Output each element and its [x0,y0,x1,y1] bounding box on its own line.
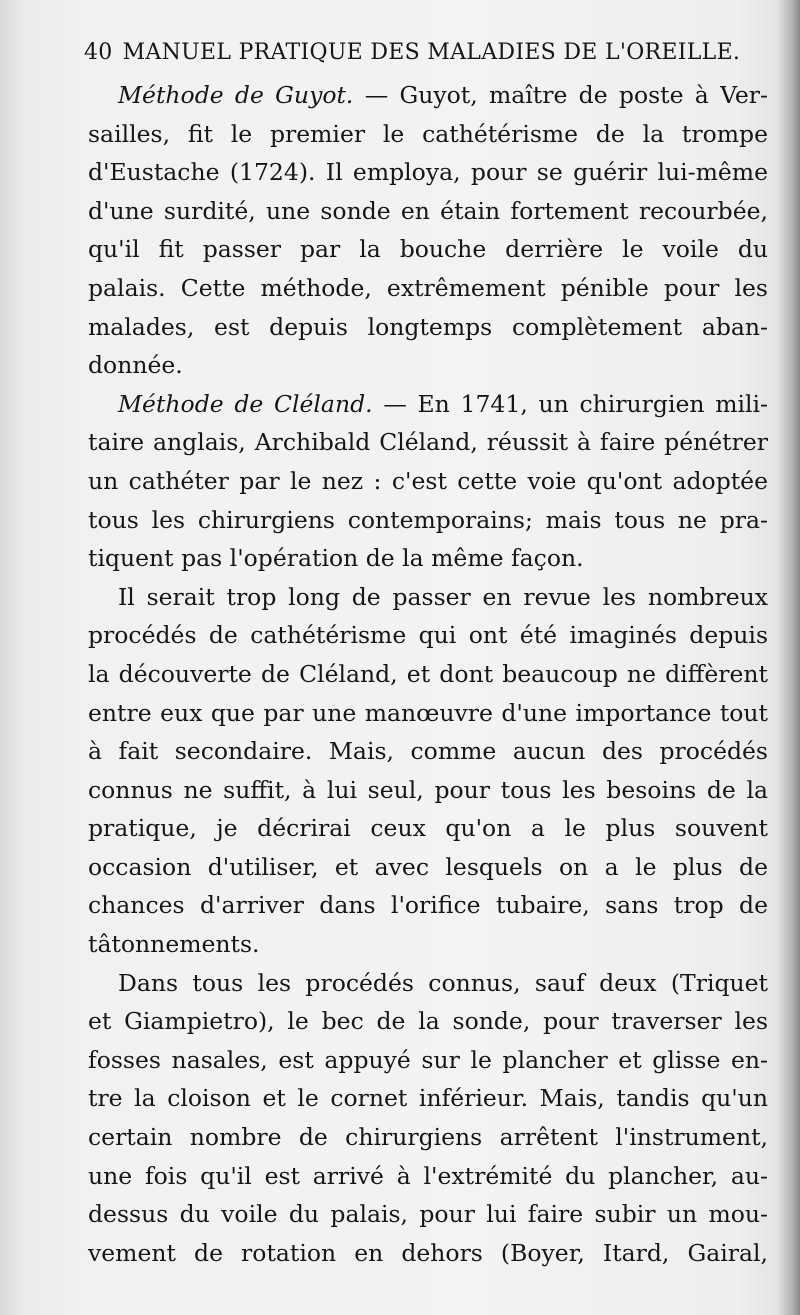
text-line: un cathéter par le nez : c'est cette voie qu'ont adoptée [88,466,768,495]
section-heading-cleland: Méthode de Cléland. [118,389,373,418]
text-line: tre la cloison et le cornet inférieur. Mais, tandis qu'un [88,1084,768,1113]
text-line: dessus du voile du palais, pour lui faire subir un mou- [88,1200,768,1229]
text-line: d'Eustache (1724). Il employa, pour se guérir lui-même [88,158,768,187]
text-line: connus ne suffit, à lui seul, pour tous les besoins de la [88,775,768,804]
text-line: tous les chirurgiens contemporains; mais tous ne pra- [88,505,768,534]
text-line: donnée. [88,351,183,380]
page-number: 40 [84,40,113,65]
text-line: certain nombre de chirurgiens arrêtent l'instrument, [88,1123,768,1152]
text-line: pratique, je décrirai ceux qu'on a le plus souvent [88,814,768,843]
page-gutter-shadow [778,0,800,1315]
text-line: d'une surdité, une sonde en étain fortement recourbée, [88,196,768,225]
text-line: malades, est depuis longtemps complètement aban- [88,312,768,341]
section-heading-guyot: Méthode de Guyot. [118,81,354,109]
body-text [88,76,768,1272]
text-line: une fois qu'il est arrivé à l'extrémité du plancher, au- [88,1161,768,1190]
text-line: qu'il fit passer par la bouche derrière le voile du [88,235,768,264]
text-line: la découverte de Cléland, et dont beaucoup ne diffèrent [88,659,768,688]
text-line: occasion d'utiliser, et avec lesquels on a le plus de [88,852,768,881]
text-line: Méthode de Guyot. — Guyot, maître de poste à Ver- [118,81,768,109]
running-title: MANUEL PRATIQUE DES MALADIES DE L'OREILLE. [122,40,741,65]
text-line: et Giampietro), le bec de la sonde, pour traverser les [88,1007,768,1036]
text-line: Il serait trop long de passer en revue les nombreux [118,582,768,611]
text-line: vement de rotation en dehors (Boyer, Itard, Gairal, [88,1238,768,1267]
text-line: entre eux que par une manœuvre d'une importance tout [88,698,768,727]
text-line: Méthode de Cléland. — En 1741, un chirurgien mili- [118,389,768,418]
text-line: procédés de cathétérisme qui ont été imaginés depuis [88,621,768,650]
running-header [84,38,741,68]
text-line: chances d'arriver dans l'orifice tubaire, sans trop de [88,891,768,920]
text-line: tiquent pas l'opération de la même façon. [88,544,584,573]
text-line: palais. Cette méthode, extrêmement pénible pour les [88,273,768,302]
text-line: Dans tous les procédés connus, sauf deux (Triquet [118,968,768,997]
text-line: sailles, fit le premier le cathétérisme de la trompe [88,119,768,148]
text-line: tâtonnements. [88,930,260,959]
text-line: à fait secondaire. Mais, comme aucun des procédés [88,737,768,766]
text-line: fosses nasales, est appuyé sur le plancher et glisse en- [88,1045,768,1074]
text-line: taire anglais, Archibald Cléland, réussit à faire pénétrer [88,428,768,457]
